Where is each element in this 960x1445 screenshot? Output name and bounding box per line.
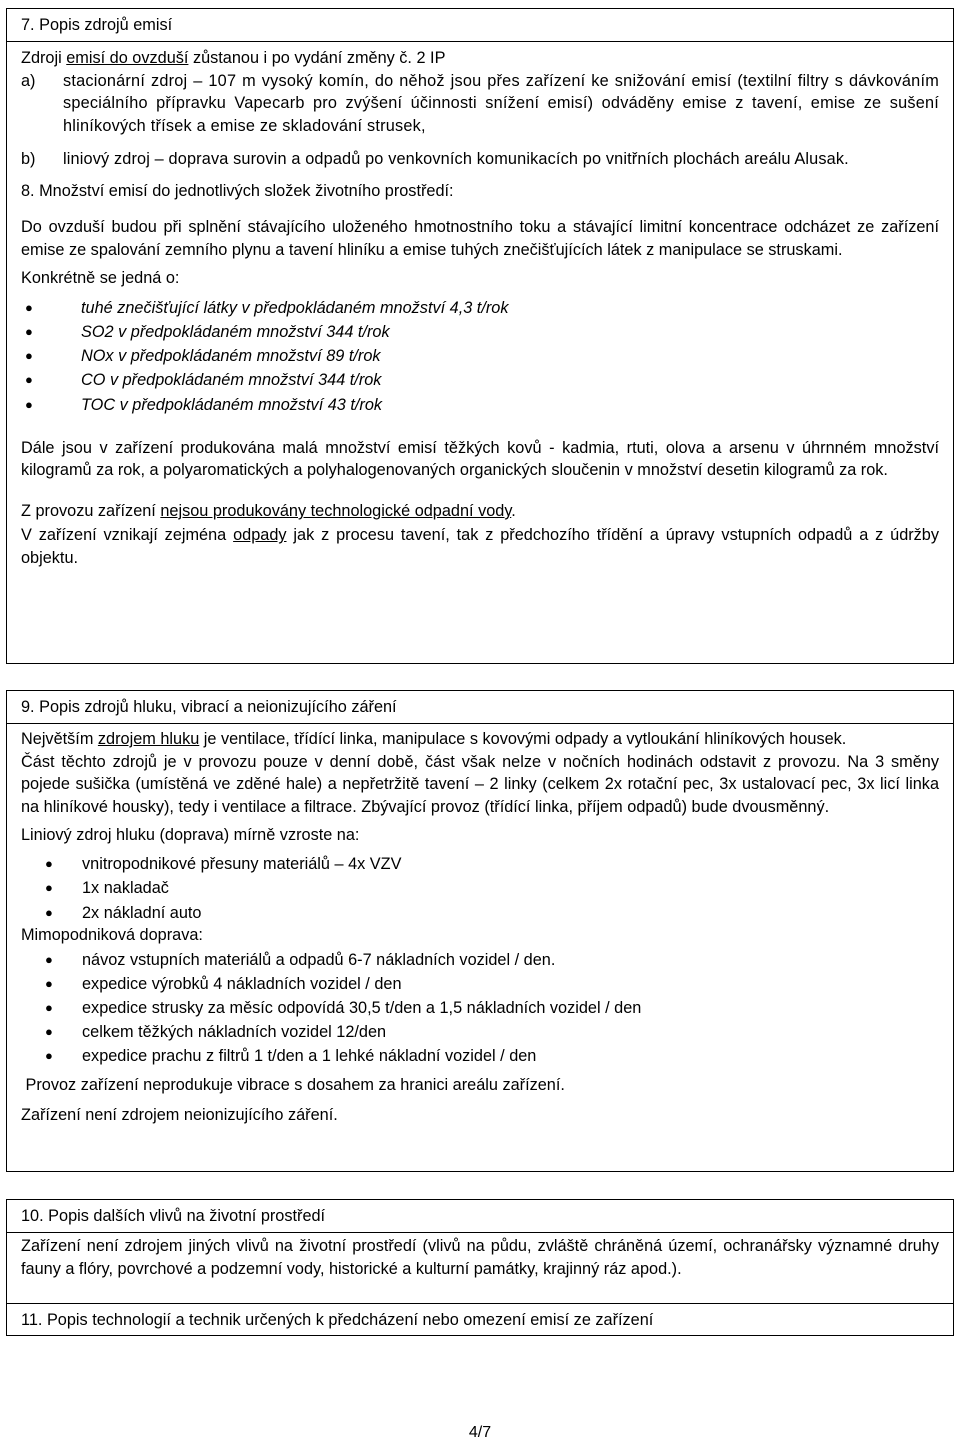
list-item: ● návoz vstupních materiálů a odpadů 6-7 nákladních vozidel / den. xyxy=(82,949,939,973)
bullet-icon: ● xyxy=(45,855,53,871)
item-a-label: a) xyxy=(21,71,36,90)
bullet-icon: ● xyxy=(45,951,53,967)
item-b-label: b) xyxy=(21,150,36,168)
section-7-box xyxy=(6,8,954,664)
section-9-body xyxy=(7,724,953,1126)
line-noise-title: Liniový zdroj hluku (doprava) mírně vzroste na: xyxy=(21,826,360,844)
heavy-metals-text: Dále jsou v zařízení produkována malá množství emisí těžkých kovů - kadmia, rtuti, olova a arsenu v úhrnném množství kilogramů za rok, a polyaromatických a polyhalogenovaných organických sloučenin v množství desetin kilogramů za rok. xyxy=(21,438,939,480)
bullet-icon: ● xyxy=(45,975,53,991)
item-a xyxy=(21,70,939,138)
bullet-icon: ● xyxy=(45,999,53,1015)
waste-text: V zařízení vznikají zejména odpady jak z procesu tavení, tak z předchozího třídění a úpravy vstupních odpadů a z údržby objektu. xyxy=(21,526,940,567)
section-9-box xyxy=(6,690,954,1172)
list-item: ● expedice strusky za měsíc odpovídá 30,5 t/den a 1,5 nákladních vozidel / den xyxy=(82,997,939,1021)
page-number: 4/7 xyxy=(468,1424,492,1441)
list-item: ● CO v předpokládaném množství 344 t/rok xyxy=(81,369,939,393)
list-item: ● vnitropodnikové přesuny materiálů – 4x VZV xyxy=(82,853,939,878)
list-item: ● expedice výrobků 4 nákladních vozidel / den xyxy=(82,973,939,997)
section-8-text: Do ovzduší budou při splnění stávajícího uloženého hmotnostního toku a stávající limitní koncentrace odcházet ze zařízení emise ze spalování zemního plynu a tavení hliníku a emise tuhých znečišťujících látek z manipulace se struskami. xyxy=(21,218,939,259)
list-item: ● expedice prachu z filtrů 1 t/den a 1 lehké nákladní vozidel / den xyxy=(82,1045,939,1069)
list-item: ● 2x nákladní auto xyxy=(82,902,939,925)
bullet-icon: ● xyxy=(45,904,53,920)
section-10-title: 10. Popis dalších vlivů na životní prostředí xyxy=(7,1200,953,1233)
waste-water-link: nejsou produkovány technologické odpadní vody xyxy=(160,501,512,520)
list-item: ● NOx v předpokládaném množství 89 t/rok xyxy=(81,345,939,369)
bullet-icon: ● xyxy=(45,1024,53,1040)
waste-water-text: Z provozu zařízení nejsou produkovány technologické odpadní vody. xyxy=(21,501,516,520)
section-9-title: 9. Popis zdrojů hluku, vibrací a neionizujícího záření xyxy=(7,691,953,724)
emission-list xyxy=(21,297,939,418)
section-11-box xyxy=(6,1303,954,1336)
section-7-body xyxy=(7,42,953,569)
list-item: ● celkem těžkých nákladních vozidel 12/den xyxy=(82,1021,939,1045)
item-b xyxy=(21,148,939,171)
noise-operation-text: Část těchto zdrojů je v provozu pouze v denní době, část však nelze v nočních hodinách odstavit z provozu. Na 3 směny pojede sušička (umístěná ve zděné hale) a nepřetržitě tavení – 2 linky (celkem 2x rotační pec, 3x ustalovací pec, 3x licí linka na hliníkové housky), tedy i ventilace a filtrace. Zbývající provoz (třídící linka, příjem odpadů) bude dvousměnný. xyxy=(21,752,939,816)
non-ionizing-text: Zařízení není zdrojem neionizujícího záření. xyxy=(21,1105,338,1124)
bullet-icon: ● xyxy=(25,299,33,315)
line-noise-list xyxy=(21,853,939,925)
noise-main-text: Největším zdrojem hluku je ventilace, třídící linka, manipulace s kovovými odpady a vytloukání hliníkových housek. xyxy=(21,730,847,748)
section-8-concretely: Konkrétně se jedná o: xyxy=(21,269,180,287)
section-10-box xyxy=(6,1199,954,1304)
outside-transport-title: Mimopodniková doprava: xyxy=(21,926,203,944)
section-7-title: 7. Popis zdrojů emisí xyxy=(7,9,953,42)
noise-source-link: zdrojem hluku xyxy=(97,730,200,748)
section-10-text: Zařízení není zdrojem jiných vlivů na životní prostředí (vlivů na půdu, zvláště chráněná území, ochranářsky významné druhy fauny a flóry, povrchové a podzemní vody, historické a kulturní památky, krajinný ráz apod.). xyxy=(21,1237,939,1278)
section-8-title: 8. Množství emisí do jednotlivých složek životního prostředí: xyxy=(21,181,454,200)
list-item: ● 1x nakladač xyxy=(82,877,939,902)
vibration-text: Provoz zařízení neprodukuje vibrace s dosahem za hranici areálu zařízení. xyxy=(21,1076,565,1095)
bullet-icon: ● xyxy=(25,348,33,364)
bullet-icon: ● xyxy=(25,323,33,339)
emission-intro: Zdroji emisí do ovzduší zůstanou i po vydání změny č. 2 IP xyxy=(21,49,446,67)
emission-intro-link: emisí do ovzduší xyxy=(66,49,189,67)
section-11-title: 11. Popis technologií a technik určených k předcházení nebo omezení emisí ze zařízení xyxy=(7,1304,953,1335)
bullet-icon: ● xyxy=(45,880,53,895)
item-a-text: stacionární zdroj – 107 m vysoký komín, do něhož jsou přes zařízení ke snižování emisí (textilní filtry s dávkováním speciálního přípravku Vapecarb pro zvýšení účinnosti snížení emisí) odváděny emise z tavení, emise ze sušení hliníkových třísek a emise ze skladování strusek, xyxy=(63,71,939,135)
section-10-body xyxy=(7,1233,953,1280)
list-item: ● TOC v předpokládaném množství 43 t/rok xyxy=(81,394,939,418)
bullet-icon: ● xyxy=(25,372,33,388)
bullet-icon: ● xyxy=(45,1048,53,1064)
waste-link: odpady xyxy=(233,526,287,545)
list-item: ● tuhé znečišťující látky v předpokládaném množství 4,3 t/rok xyxy=(81,297,939,321)
outside-transport-list xyxy=(21,949,939,1070)
bullet-icon: ● xyxy=(25,396,33,412)
list-item: ● SO2 v předpokládaném množství 344 t/rok xyxy=(81,321,939,345)
item-b-text: liniový zdroj – doprava surovin a odpadů po venkovních komunikacích po vnitřních plochách areálu Alusak. xyxy=(63,150,849,168)
